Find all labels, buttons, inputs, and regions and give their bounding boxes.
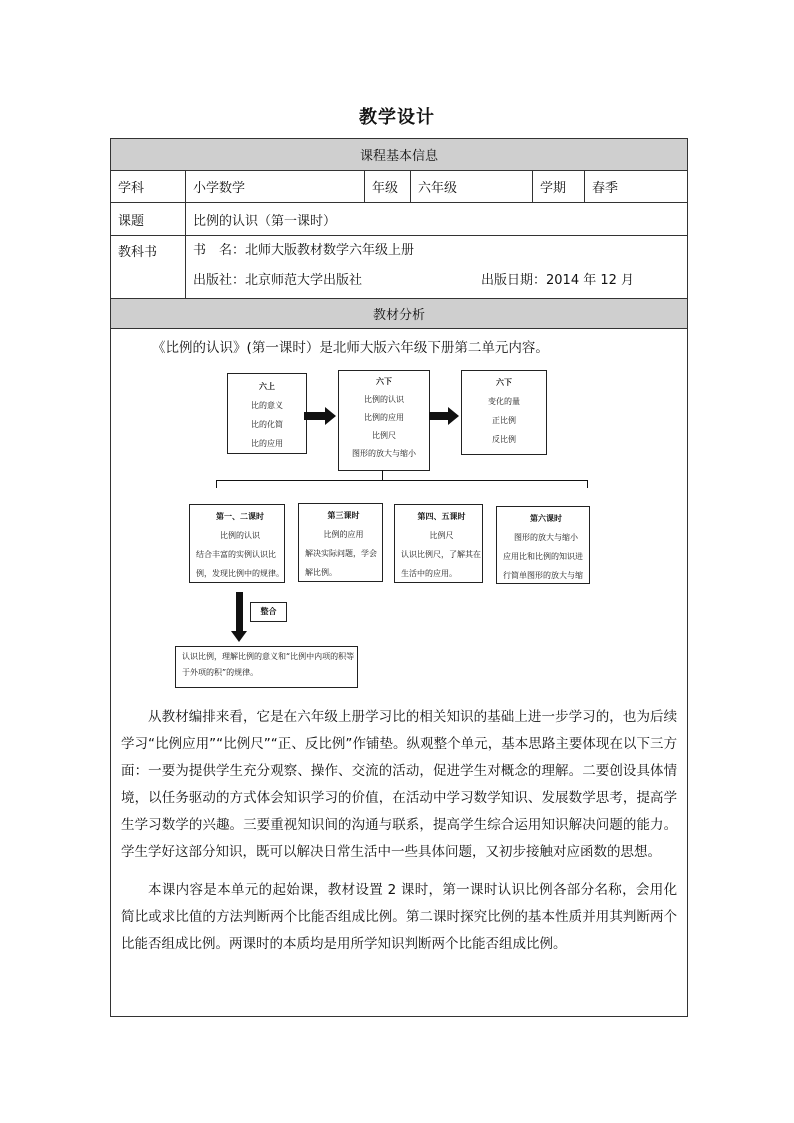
- box-line: 解决实际问题，学会: [305, 549, 377, 558]
- page-title: 教学设计: [359, 107, 435, 128]
- box-line: 图形的放大与缩小: [352, 449, 416, 458]
- box-title: 第四、五课时: [417, 512, 466, 521]
- box-line: 比的化简: [251, 420, 283, 429]
- box-grade6-lower-ratio: [338, 370, 430, 471]
- box-line: 比例尺: [372, 431, 396, 440]
- connector-stem: [382, 470, 383, 480]
- subject-value: 小学数学: [186, 171, 365, 203]
- integrate-label: 整合: [250, 602, 287, 622]
- textbook-book-name: 书 名：北师大版教材数学六年级上册: [193, 243, 415, 258]
- grade-value: 六年级: [411, 171, 533, 203]
- textbook-publish-date: 出版日期：2014 年 12 月: [481, 273, 635, 288]
- box-title: 第一、二课时: [216, 512, 264, 521]
- section-header-basic-info: 课程基本信息: [111, 139, 688, 171]
- box-line: 比例尺: [429, 531, 454, 540]
- box-line: 比例的应用: [323, 530, 364, 539]
- topic-label: 课题: [111, 203, 186, 236]
- arrow-right-2: [429, 412, 449, 420]
- box-lesson-1-2: [189, 504, 285, 583]
- analysis-intro: 《比例的认识》(第一课时）是北师大版六年级下册第二单元内容。: [152, 340, 549, 356]
- subject-label: 学科: [111, 171, 186, 203]
- box-line: 比的意义: [251, 401, 283, 410]
- section-header-analysis: 教材分析: [111, 299, 688, 329]
- box-line: 正比例: [492, 416, 516, 425]
- topic-value: 比例的认识（第一课时）: [186, 203, 688, 236]
- box-title: 第六课时: [530, 514, 562, 523]
- arrow-down: [236, 592, 243, 632]
- textbook-publisher: 出版社：北京师范大学出版社: [193, 273, 363, 288]
- box-line: 应用比和比例的知识进: [503, 552, 583, 561]
- box-line: 比的应用: [251, 439, 283, 448]
- term-value: 春季: [585, 171, 688, 203]
- box-line: 变化的量: [488, 397, 520, 406]
- box-line: 行简单图形的放大与缩: [503, 571, 583, 580]
- box-line: 例，发现比例中的规律。: [196, 569, 284, 578]
- summary-box: [175, 646, 358, 688]
- lesson-plan-table: [110, 138, 688, 1017]
- textbook-label: 教科书: [111, 236, 186, 299]
- box-line: 比例的应用: [364, 413, 404, 422]
- box-grade6-lower-proportion: [461, 370, 547, 455]
- term-label: 学期: [533, 171, 585, 203]
- box-lesson-3: [298, 503, 383, 582]
- box-line: 结合丰富的实例认识比: [196, 550, 276, 559]
- box-line: 认识比例尺，了解其在: [401, 550, 481, 559]
- analysis-paragraph: 从教材编排来看，它是在六年级上册学习比的相关知识的基础上进一步学习的，也为后续学习“比例应用”“比例尺”“正、反比例”作铺垫。纵观整个单元，基本思路主要体现在以下三方面：一要为提供学生充分观察、操作、交流的活动，促进学生对概念的理解。二要创设具体情境，以任务驱动的方式体会知识学习的价值，在活动中学习数学知识、发展数学思考，提高学生学习数学的兴趣。三要重视知识间的沟通与联系，提高学生综合运用知识解决问题的能力。学生学好这部分知识，既可以解决日常生活中一些具体问题，又初步接触对应函数的思想。: [121, 709, 678, 860]
- box-grade6-upper: [227, 373, 307, 454]
- summary-line: 认识比例，理解比例的意义和“比例中内项的积等: [182, 652, 355, 661]
- grade-label: 年级: [365, 171, 411, 203]
- arrow-right-1: [304, 412, 326, 420]
- box-title: 六上: [259, 382, 275, 391]
- connector-bar: [216, 480, 588, 481]
- box-line: 生活中的应用。: [401, 569, 457, 578]
- analysis-cell: [111, 329, 688, 1017]
- box-title: 第三课时: [327, 511, 360, 520]
- box-line: 比例的认识: [220, 531, 260, 540]
- box-line: 反比例: [492, 435, 516, 444]
- unit-structure-diagram: [111, 362, 686, 692]
- box-lesson-4-5: [394, 504, 483, 583]
- connector-tick: [587, 480, 588, 488]
- box-lesson-6: [496, 506, 590, 584]
- box-title: 六下: [496, 378, 512, 387]
- summary-line: 于外项的积”的规律。: [182, 668, 259, 677]
- box-line: 解比例。: [305, 568, 337, 577]
- box-title: 六下: [376, 377, 392, 386]
- box-line: 比例的认识: [364, 395, 404, 404]
- analysis-paragraph: 本课内容是本单元的起始课，教材设置 2 课时，第一课时认识比例各部分名称，会用化简比或求比值的方法判断两个比能否组成比例。第二课时探究比例的基本性质并用其判断两个比能否组成比例。两课时的本质均是用所学知识判断两个比能否组成比例。: [121, 882, 678, 952]
- box-line: 图形的放大与缩小: [514, 533, 578, 542]
- connector-tick: [216, 480, 217, 488]
